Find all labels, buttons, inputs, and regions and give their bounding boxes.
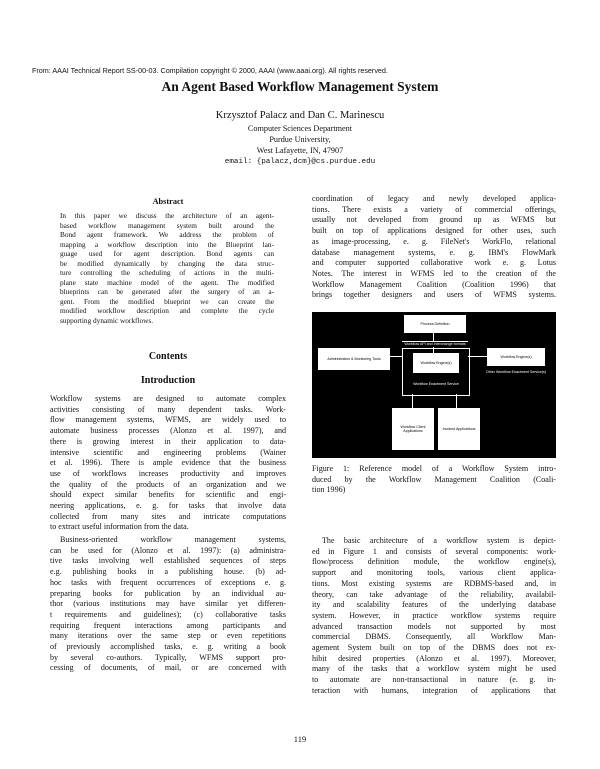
connector-line xyxy=(412,394,413,408)
abstract-line: Bond agent framework. We address the problem of xyxy=(60,230,274,239)
text-line: Business-oriented workflow management systems, xyxy=(60,535,286,544)
text-line: use of workflows increases productivity and improves xyxy=(50,468,286,478)
text-line: thor (various institutions may have similar yet differen- xyxy=(50,599,286,609)
text-line: database management systems, e. g. IBM's FlowMark xyxy=(312,247,556,257)
text-line: usually not developed from ground up as WFMS but xyxy=(312,215,556,225)
abstract-line: supporting dynamic workflows. xyxy=(60,315,154,325)
connector-line xyxy=(468,356,487,357)
right-column-paragraph-2 xyxy=(312,536,556,697)
text-line: cessing of documents, of mail, or are concerned with xyxy=(50,663,286,673)
text-line: to automate are non-transactional in nature (e. g. in- xyxy=(312,675,556,685)
admin-monitoring-tools-box: Administration & Monitoring Tools xyxy=(318,348,390,370)
text-line: hibit desired properties (Alonzo et al. 1997). Moreover, xyxy=(312,653,556,663)
text-line: support and monitoring tools, various client applica- xyxy=(312,568,556,578)
caption-line: duced by the Workflow Management Coalition (Coali- xyxy=(312,474,556,484)
abstract-line: ture controlling the scheduling of actions in the multi- xyxy=(60,268,274,277)
text-line: the quality of the products of an organization and we xyxy=(50,479,286,489)
page-number: 119 xyxy=(293,734,307,744)
abstract-line: be modified dynamically by changing the data struc- xyxy=(60,258,274,268)
abstract-line: mapping a workflow description into the Blueprint lan- xyxy=(60,239,274,249)
text-line: commercial DBMS. Consequently, all Workflow Man- xyxy=(312,632,556,642)
enactment-service-label: Workflow Enactment Service xyxy=(413,382,459,386)
enactment-service-frame xyxy=(402,348,470,396)
text-line: flow management systems, WFMS, are widely used to xyxy=(50,415,286,425)
text-line: automate business processes (Alonzo et al. 1997), and xyxy=(50,426,286,436)
text-line: Notes. The interest in WFMS led to the creation of the xyxy=(312,268,556,278)
text-line: tive tasks involving well established sequences of steps xyxy=(50,556,286,566)
abstract-line: gent. From the modified blueprint we can create the xyxy=(60,296,274,306)
api-interchange-label: Workflow API and Interchange formats xyxy=(404,342,466,346)
text-line: by several co-authors. Typically, WFMS support pro- xyxy=(50,652,286,662)
text-line: collected from many sites and intricate computations xyxy=(50,511,286,521)
connector-line xyxy=(456,394,457,408)
figure-workflow-reference-model xyxy=(312,312,556,458)
text-line: to extract useful information from the data. xyxy=(50,522,189,532)
abstract-line: plane state machine model of the agent. The modified xyxy=(60,277,274,287)
process-definition-box: Process Definition xyxy=(404,315,466,333)
text-line: e.g. publishing books in a publishing house. (b) ad- xyxy=(50,567,286,577)
paper-authors: Krzysztof Palacz and Dan C. Marinescu xyxy=(215,110,385,121)
introduction-paragraph-1 xyxy=(50,394,286,533)
text-line: neering applications, e. g. for tasks that involve data xyxy=(50,501,286,511)
affiliation-department: Computer Sciences Department xyxy=(247,124,353,133)
affiliation-address: West Lafayette, IN, 47907 xyxy=(256,146,344,155)
text-line: can be used for (Alonzo et al. 1997): (a) administra- xyxy=(50,545,286,555)
caption-line: tion 1996) xyxy=(312,485,346,495)
abstract-line: guage used for agent description. Bond agents can xyxy=(60,249,274,258)
text-line: preparing books for publication by an individual au- xyxy=(50,588,286,598)
paper-title: An Agent Based Workflow Management System xyxy=(161,79,439,94)
figure-1-caption xyxy=(312,464,556,496)
abstract-line: modified workflow description and complete the cycle xyxy=(60,306,274,315)
text-line: et al. 1996). There is ample evidence that the business xyxy=(50,458,286,468)
text-line: brings together designers and users of WFMS systems. xyxy=(312,290,556,300)
text-line: teraction with humans, integration of applications that xyxy=(312,685,556,695)
client-applications-box: Workflow Client Applications xyxy=(392,408,434,450)
abstract-line: based workflow management system built around the xyxy=(60,220,274,230)
text-line: tions. There exists a variety of commercial offerings, xyxy=(312,204,556,214)
introduction-paragraph-2 xyxy=(50,535,286,674)
text-line: intensive scientific and engineering problems (Wainer xyxy=(50,447,286,457)
abstract-line: In this paper we discuss the architecture of an agent- xyxy=(60,211,274,220)
text-line: coordination of legacy and newly developed applica- xyxy=(312,194,556,203)
affiliation-email: email: {palacz,dcm}@cs.purdue.edu xyxy=(224,158,376,166)
connector-line xyxy=(388,356,402,357)
abstract-body xyxy=(60,211,274,325)
text-line: should expect similar benefits for scientific and engi- xyxy=(50,490,286,500)
text-line: system. However, in practice workflow systems require xyxy=(312,610,556,620)
other-enactment-service-label: Other Workflow Enactment Service(s) xyxy=(485,370,547,374)
other-workflow-engines-box: Workflow Engine(s) xyxy=(487,348,545,366)
text-line: ity and scalability features of the underlying database xyxy=(312,600,556,610)
text-line: theory, can take advantage of the reliability, availabil- xyxy=(312,589,556,599)
abstract-line: blueprints can be generated after the surgery of an a- xyxy=(60,287,274,296)
text-line: Workflow systems are designed to automate complex xyxy=(50,394,286,403)
text-line: many iterations over the same step or even repetitions xyxy=(50,631,286,641)
text-line: as image-processing, e. g. FileNet's WorkFlo, relational xyxy=(312,236,556,246)
affiliation-university: Purdue University, xyxy=(269,135,331,144)
workflow-engines-box: Workflow Engine(s) xyxy=(413,353,459,373)
text-line: and computer supported collaborative work e. g. Lotus xyxy=(312,258,556,268)
text-line: ed in Figure 1 and consists of several components: work- xyxy=(312,546,556,556)
text-line: advanced transaction models not supported by most xyxy=(312,621,556,631)
text-line: t requirements and guidelines); (c) collaborative tasks xyxy=(50,609,286,619)
contents-heading: Contents xyxy=(148,351,188,362)
text-line: The basic architecture of a workflow system is depict- xyxy=(322,536,556,545)
text-line: agement System built on top of the DBMS does not ex- xyxy=(312,643,556,653)
text-line: Workflow Management Coalition (Coalition 1996) that xyxy=(312,279,556,289)
text-line: flow/process definition module, the workflow engine(s), xyxy=(312,557,556,567)
text-line: activities consisting of many dependent tasks. Work- xyxy=(50,404,286,414)
text-line: many of the tasks that a workflow system might be used xyxy=(312,664,556,674)
invoked-applications-box: Invoked Applications xyxy=(438,408,480,450)
right-column-paragraph-1 xyxy=(312,194,556,301)
copyright-notice: From: AAAI Technical Report SS-00-03. Compilation copyright © 2000, AAAI (www.aaai.org). All rights reserved. xyxy=(32,66,388,75)
text-line: requiring frequent interactions among participants and xyxy=(50,620,286,630)
abstract-heading: Abstract xyxy=(152,197,184,206)
caption-line: Figure 1: Reference model of a Workflow System intro- xyxy=(312,464,556,473)
text-line: hoc tasks with frequent occurrences of exceptions e. g. xyxy=(50,577,286,587)
text-line: built on top of applications designed for other uses, such xyxy=(312,226,556,236)
introduction-heading: Introduction xyxy=(140,375,196,386)
connector-line xyxy=(433,332,434,341)
text-line: of previously accomplished tasks, e. g. writing a book xyxy=(50,642,286,652)
text-line: tions. Most existing systems are RDBMS-based and, in xyxy=(312,578,556,588)
text-line: there is growing interest in their application to data- xyxy=(50,436,286,446)
